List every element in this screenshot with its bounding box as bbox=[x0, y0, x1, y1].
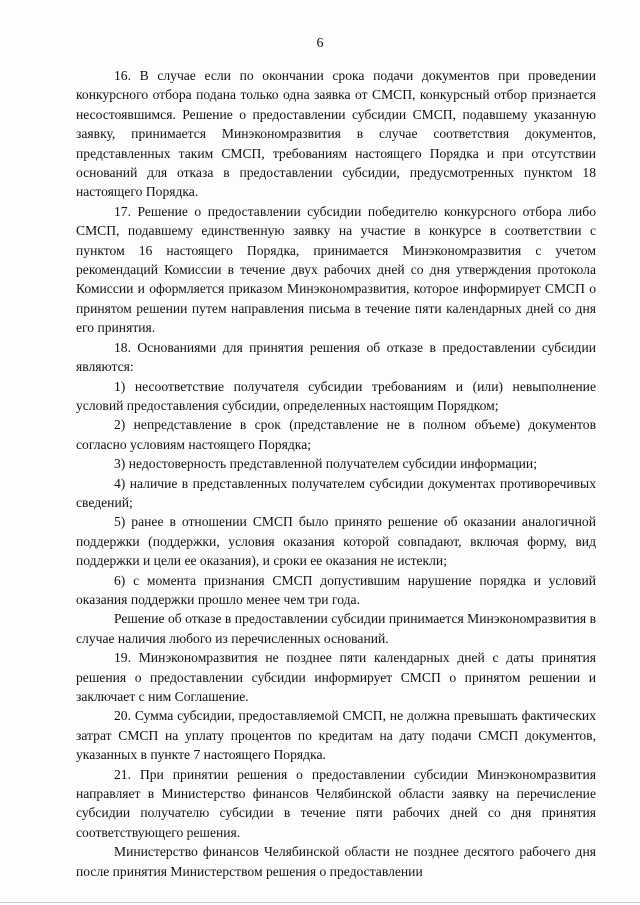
paragraph-refusal-decision: Решение об отказе в предоставлении субсидии принимается Минэкономразвития в случае наличия любого из перечисленных оснований. bbox=[76, 611, 596, 646]
paragraph-16: 16. В случае если по окончании срока подачи документов при проведении конкурсного отбора подана только одна заявка от СМСП, конкурсный отбор признается несостоявшимся. Решение о предоставлении субсидии СМСП, подавшему указанную заявку, принимается Минэкономразвития в случае соответствия документов, представленных таким СМСП, требованиям настоящего Порядка и при отсутствии оснований для отказа в предоставлении субсидии, предусмотренных пунктом 18 настоящего Порядка. bbox=[76, 68, 596, 200]
list-item-2: 2) непредставление в срок (представление не в полном объеме) документов согласно условиям настоящего Порядка; bbox=[76, 417, 596, 452]
paragraph-18: 18. Основаниями для принятия решения об отказе в предоставлении субсидии являются: bbox=[76, 339, 596, 375]
paragraph-20: 20. Сумма субсидии, предоставляемой СМСП, не должна превышать фактических затрат СМСП на уплату процентов по кредитам на дату подачи СМСП документов, указанных в пункте 7 настоящего Порядка. bbox=[76, 708, 596, 763]
list-item-5: 5) ранее в отношении СМСП было принято решение об оказании аналогичной поддержки (поддержки, условия оказания которой совпадают, включая форму, вид поддержки и цели ее оказания), и сроки ее оказания не истекли; bbox=[76, 514, 596, 569]
paragraph-19: 19. Минэкономразвития не позднее пяти календарных дней с даты принятия решения о предоставлении субсидии информирует СМСП о принятом решении и заключает с ним Соглашение. bbox=[76, 650, 596, 704]
list-item-1: 1) несоответствие получателя субсидии требованиям и (или) невыполнение условий предоставления субсидии, определенных настоящим Порядком; bbox=[76, 378, 596, 413]
page-bottom-edge bbox=[0, 902, 640, 903]
document-body bbox=[76, 66, 596, 881]
list-item-4: 4) наличие в представленных получателем субсидии документах противоречивых сведений; bbox=[76, 475, 596, 510]
page-number: 6 bbox=[316, 36, 324, 51]
list-item-6: 6) с момента признания СМСП допустившим нарушение порядка и условий оказания поддержки прошло менее чем три года. bbox=[76, 572, 596, 607]
paragraph-ministry-finance: Министерство финансов Челябинской области не позднее десятого рабочего дня после принятия Министерством решения о предоставлении bbox=[76, 844, 596, 879]
list-item-3: 3) недостоверность представленной получателем субсидии информации; bbox=[114, 456, 537, 472]
paragraph-21: 21. При принятии решения о предоставлении субсидии Минэкономразвития направляет в Министерство финансов Челябинской области заявку на перечисление субсидии получателю субсидии в течение пяти рабочих дней со дня принятия соответствующего решения. bbox=[76, 766, 596, 840]
paragraph-17: 17. Решение о предоставлении субсидии победителю конкурсного отбора либо СМСП, подавшему единственную заявку на участие в конкурсе в соответствии с пунктом 16 настоящего Порядка, принимается Минэкономразвития с учетом рекомендаций Комиссии в течение двух рабочих дней со дня утверждения протокола Комиссии и оформляется приказом Минэкономразвития, которое информирует СМСП о принятом решении путем направления письма в течение пяти календарных дней со дня его принятия. bbox=[76, 203, 596, 336]
